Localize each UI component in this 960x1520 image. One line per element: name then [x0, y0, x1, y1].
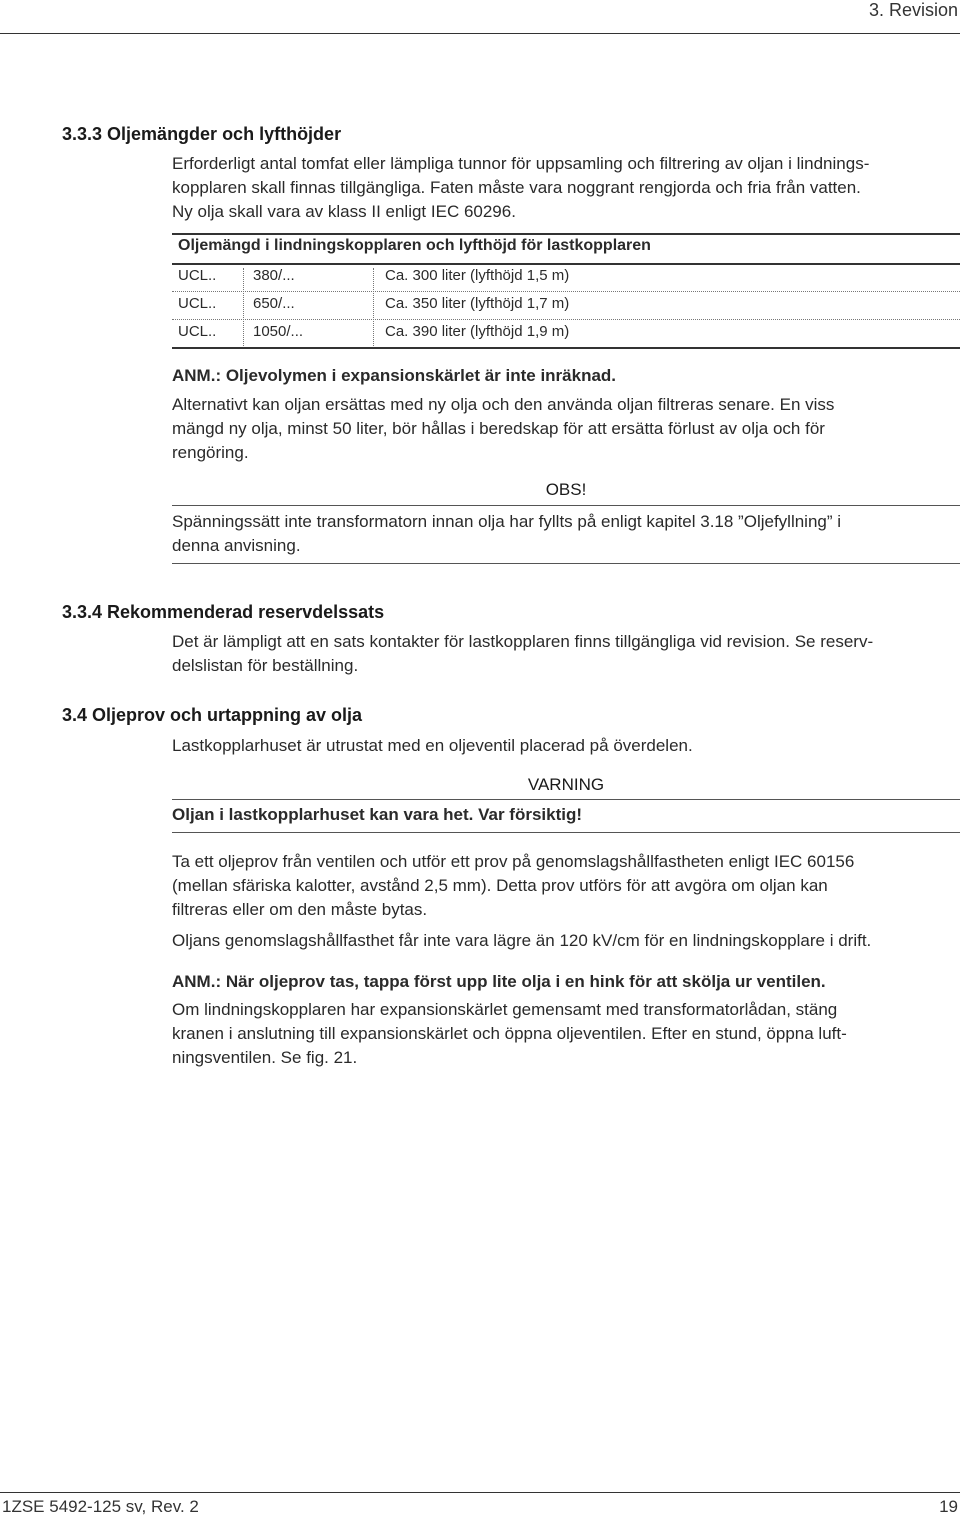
paragraph-line: Ta ett oljeprov från ventilen och utför ett prov på genomslagshållfastheten enligt IEC 60156	[172, 852, 855, 871]
paragraph-line: Det är lämpligt att en sats kontakter för lastkopplaren finns tillgängliga vid revision. Se reserv-	[172, 632, 874, 651]
warning-bottom-rule	[172, 832, 960, 833]
table-cell-type: 1050/...	[253, 323, 304, 340]
paragraph-line: (mellan sfäriska kalotter, avstånd 2,5 mm). Detta prov utförs för att avgöra om oljan kan	[172, 876, 828, 895]
section-3-4-paragraph-1	[172, 850, 956, 922]
paragraph-line: Ny olja skall vara av klass II enligt IEC 60296.	[172, 202, 516, 221]
warning-label: VARNING	[527, 775, 605, 794]
section-heading-3-3-3: 3.3.3 Oljemängder och lyfthöjder	[62, 124, 342, 144]
table-cell-model: UCL..	[178, 295, 217, 312]
section-heading-3-4: 3.4 Oljeprov och urtappning av olja	[62, 705, 363, 725]
footer-document-id: 1ZSE 5492-125 sv, Rev. 2	[2, 1497, 199, 1516]
obs-text	[172, 510, 956, 558]
obs-bottom-rule	[172, 563, 960, 564]
section-3-3-3-paragraph-2	[172, 393, 956, 465]
table-bottom-rule	[172, 347, 960, 349]
paragraph-line: Erforderligt antal tomfat eller lämpliga tunnor för uppsamling och filtrering av oljan i lindnings-	[172, 154, 870, 173]
paragraph-line: Alternativt kan oljan ersättas med ny olja och den använda oljan filtreras senare. En viss	[172, 395, 835, 414]
table-cell-model: UCL..	[178, 267, 217, 284]
paragraph-line: mängd ny olja, minst 50 liter, bör hållas i beredskap för att ersätta förlust av olja och för	[172, 419, 825, 438]
footer-rule	[0, 1492, 960, 1493]
table-cell-volume: Ca. 390 liter (lyfthöjd 1,9 m)	[385, 323, 570, 340]
section-3-4-paragraph-2: Oljans genomslagshållfasthet får inte vara lägre än 120 kV/cm för en lindningskopplare i drift.	[172, 931, 872, 950]
footer-page-number: 19	[939, 1497, 958, 1516]
paragraph-line: filtreras eller om den måste bytas.	[172, 900, 428, 919]
table-cell-volume: Ca. 300 liter (lyfthöjd 1,5 m)	[385, 267, 570, 284]
table-caption: Oljemängd i lindningskopplaren och lyfthöjd för lastkopplaren	[178, 237, 651, 254]
paragraph-line: kranen i anslutning till expansionskärlet och öppna oljeventilen. Efter en stund, öppna luft-	[172, 1024, 847, 1043]
section-3-4-paragraph-3	[172, 998, 956, 1070]
note-oil-sample: ANM.: När oljeprov tas, tappa först upp lite olja i en hink för att skölja ur ventilen.	[172, 972, 826, 991]
table-row-rule	[172, 291, 960, 292]
running-header-title: 3. Revision	[868, 0, 958, 20]
section-3-4-intro: Lastkopplarhuset är utrustat med en oljeventil placerad på överdelen.	[172, 736, 693, 755]
section-3-3-3-paragraph	[172, 152, 956, 224]
paragraph-line: kopplaren skall finnas tillgängliga. Faten måste vara noggrant rengjorda och fria från vatten.	[172, 178, 861, 197]
table-cell-type: 380/...	[253, 267, 295, 284]
warning-text: Oljan i lastkopplarhuset kan vara het. Var försiktig!	[172, 805, 583, 824]
obs-label: OBS!	[545, 480, 587, 499]
table-cell-model: UCL..	[178, 323, 217, 340]
table-column-divider	[243, 268, 244, 348]
obs-top-rule	[172, 505, 960, 506]
section-heading-3-3-4: 3.3.4 Rekommenderad reservdelssats	[62, 602, 385, 622]
table-header-rule	[172, 263, 960, 265]
paragraph-line: ningsventilen. Se fig. 21.	[172, 1048, 358, 1067]
obs-line: Spänningssätt inte transformatorn innan olja har fyllts på enligt kapitel 3.18 ”Oljefyllning” i	[172, 512, 842, 531]
warning-top-rule	[172, 799, 960, 800]
paragraph-line: delslistan för beställning.	[172, 656, 359, 675]
table-column-divider	[373, 268, 374, 348]
header-rule	[0, 33, 960, 34]
section-3-3-4-paragraph	[172, 630, 956, 678]
table-row-rule	[172, 319, 960, 320]
obs-line: denna anvisning.	[172, 536, 301, 555]
note-expansion-volume: ANM.: Oljevolymen i expansionskärlet är inte inräknad.	[172, 366, 617, 385]
paragraph-line: Om lindningskopplaren har expansionskärlet gemensamt med transformatorlådan, stäng	[172, 1000, 838, 1019]
table-cell-volume: Ca. 350 liter (lyfthöjd 1,7 m)	[385, 295, 570, 312]
paragraph-line: rengöring.	[172, 443, 249, 462]
table-top-rule	[172, 233, 960, 235]
table-cell-type: 650/...	[253, 295, 295, 312]
